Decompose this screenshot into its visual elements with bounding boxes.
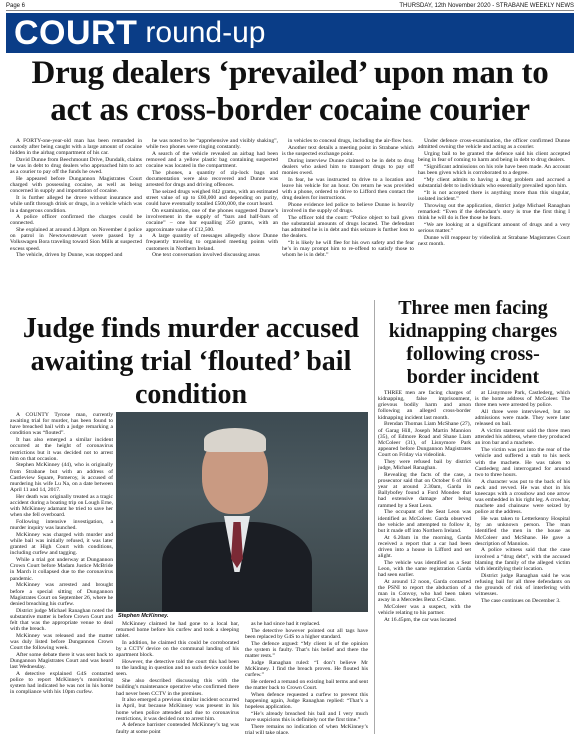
paragraph: McKinney was arrested and brought before a special sitting of Dungannon Magistrates Court on September 26, where he denied breaching his curfew.: [10, 582, 113, 607]
paragraph: It is further alleged he drove without insurance and while unfit through drink or drugs, in a vehicle which was in a dangerous condition.: [10, 195, 142, 214]
column-divider: [374, 300, 375, 734]
story1-col3: [282, 138, 414, 312]
paragraph: “It is not accepted there is anything more than this singular, isolated incident.”: [418, 189, 570, 202]
paragraph: The case continues on December 3.: [481, 597, 561, 604]
paragraph: A defence barrister contended McKinney’s tag was faulty at some point: [116, 722, 239, 734]
story2-col1: [10, 412, 113, 734]
story2-col2: [116, 621, 239, 734]
paragraph: A search of the vehicle revealed an airbag had been removed and a yellow plastic bag containing suspected cocaine was located in the compartment.: [146, 150, 278, 170]
paragraph: The vehicle, driven by Dunne, was stopped and: [16, 252, 123, 259]
paragraph: After some debate there it was sent back to Dungannon Magistrates Court and was heard last Wednesday.: [10, 651, 113, 671]
banner-court: COURT: [14, 14, 138, 52]
paragraph: David Dunne from Beechmount Drive, Dundalk, claims he was in debt to drug dealers who approached him to act as a courier to pay off the funds he owed.: [10, 157, 142, 176]
paragraph: Judge Ranaghan ruled: “I don’t believe Mr McKinney. I find the breach proven. He flouted his curfew.”: [245, 659, 368, 679]
story2-col3: [245, 621, 368, 734]
page-number: Page 6: [6, 3, 26, 9]
paragraph: McKinney was charged with murder and while bail was initially refused, it was later granted at High Court with conditions, including curfew and tagging.: [10, 531, 113, 557]
paragraph: “Significant admissions on his role have been made. An account has been given which is corroborated to a degree.: [418, 163, 570, 176]
paragraph: The detective however pointed out all tags have been replaced by G4S to a higher standard.: [245, 627, 368, 640]
paragraph: A police witness said that the case involved a “drug debt”, with the accused blaming the family of the alleged victim with identifying their location.: [475, 547, 570, 572]
paragraph: McKinney was released and the matter was duly listed before Dungannon Crown Court the following week.: [10, 632, 113, 652]
story1-col1: [10, 138, 142, 312]
paragraph: in vehicles to conceal drugs, including the air-flow box.: [288, 138, 413, 144]
story2-headline: Judge finds murder accused awaiting trial ‘flouted’ bail condition: [22, 313, 360, 410]
paragraph: On examination, one of the phones suggested Dunne’s involvement in the supply of “bars and half-bars of cocaine” – one bar equalling 250 grams, with an approximate value of £12,500.: [146, 208, 278, 233]
paragraph: There remains no indication of when McKinney’s trial will take place.: [245, 723, 368, 734]
paragraph: Her death was originally treated as a tragic accident during a boating trip on Lough Erne, with McKinney adamant he tried to save her when she fell overboard.: [10, 493, 113, 519]
paragraph: The occupant of the Seat Leon was identified as McColeer. Garda observed the vehicle and attempted to follow it, but it made off into Northern Ireland.: [378, 509, 471, 534]
paragraph: District judge Michael Ranaghan noted the substantive matter is before Crown Court and felt that was the appropriate venue to deal with the breach.: [10, 607, 113, 633]
paragraph: He appeared before Dungannon Magistrates Court charged with possessing cocaine, as well as being concerned in supply and importation of cocaine.: [10, 176, 142, 195]
paragraph: At 16.45pm, the car was located: [384, 616, 457, 623]
paragraph: The officer told the court: “Police object to bail given the substantial amounts of drugs located. The defendant has admitted he is in debt and this seizure is further loss to the dealers.: [282, 214, 414, 240]
story1-col2: [146, 138, 278, 312]
story3-col1: [378, 390, 471, 734]
paragraph: She explained at around 4.30pm on November 4 police on patrol in Newtownstewart were passed by a Volkswagen Bora traveling toward Sion Mills at suspected excess speed.: [10, 227, 142, 252]
paragraph: All three were interviewed, but no admissions were made. They were later released on bail.: [475, 409, 570, 428]
paragraph: Stephen McKinney (44), who is originally from Strabane but with an address of Castleview Square, Pomeroy, is accused of murdering his wife Lu Na, on a date between April 11 and 14, 2017.: [10, 462, 113, 494]
story1-headline: Drug dealers ‘prevailed’ upon man to act as cross-border cocaine courier: [31, 55, 549, 128]
paragraph: “He’s already breached his bail and I very much have suspicions this is definitely not the first time.”: [245, 710, 368, 723]
paragraph: McKinney claimed he had gone to a local bar, returned home before his curfew and took a sleeping tablet.: [116, 621, 239, 640]
paragraph: Dunne will reappear by videolink at Strabane Magistrates Court next month.: [418, 234, 570, 247]
photo-caption: Stephen McKinney.: [118, 613, 169, 619]
page-header: [6, 2, 574, 11]
paragraph: The seized drugs weighed 842 grams, with an estimated street value of up to £60,000 and depending on purity, could have eventually totalled £500,000, the court heard.: [146, 189, 278, 208]
paragraph: It has also emerged a similar incident occurred at the height of coronavirus restrictions but it was decided not to arrest him on that occasion.: [10, 437, 113, 462]
banner-roundup: round-up: [145, 16, 266, 49]
paragraph: A detective explained G4S contacted police to report McKinney’s monitoring system had indicated he was not in his home in compliance with his 10pm curfew.: [10, 670, 113, 696]
paragraph: The phones, a quantity of zip-lock bags and documentation were also recovered and Dunne was arrested for drugs and driving offences.: [146, 169, 278, 189]
stephen-mckinney-photo: [116, 412, 368, 612]
paragraph: A character was put to the back of his neck and revved. He was shot in his kneecaps with a crossbow and one arrow was embedded in his right leg. A crowbar, machete and chainsaw were seized by police at the address.: [475, 478, 570, 516]
paragraph: he was noted to be “apprehensive and visibly shaking”, while two phones were ringing constantly.: [146, 138, 278, 151]
paragraph: In fear, he was instructed to drive to a location and leave his vehicle for an hour. On return he was provided with a phone, ordered to drive to Lifford then contact the drug dealers for instructions.: [282, 176, 414, 202]
paragraph: Following intensive investigation, a murder inquiry was launched.: [10, 519, 113, 532]
paragraph: as he had since had it replaced.: [251, 621, 321, 627]
photo-hair: [204, 428, 266, 452]
paragraph: “My client admits to having a drug problem and accrued a substantial debt to individuals who essentially prevailed upon him.: [418, 176, 570, 189]
paragraph: “It is likely he will flee for his own safety and the fear he’s in may prompt him to re-offend to satisfy those to whom he is in debt.”: [282, 240, 414, 259]
paragraph: Throwing out the application, district judge Michael Ranaghan remarked: “Even if the defendant’s story is true the first thing I think he will do is flee those he fears.: [418, 202, 570, 221]
paragraph: District judge Ranaghan said he was refusing bail for all three defendants on the grounds of risk of interfering with witnesses.: [475, 572, 570, 598]
paragraph: The vehicle was identified as a Seat Leon, with the same registration Garda had seen earlier.: [378, 559, 471, 579]
section-banner: [6, 13, 574, 53]
paragraph: Brendan Thomas Liam McShane (27), of Garag Hill, Joseph Martin Mannion (35), of Edmore Road and Shane Liam McColeer (31), of Lisnymore Park appeared before Dungannon Magistrates Court on Friday via videolink.: [378, 421, 471, 459]
story3-col2: [475, 390, 570, 734]
paragraph: It also emerged a previous similar incident occurred in April, but because McKinney was present in his home when police attended and due to coronavirus restrictions, it was decided not to arrest him.: [116, 697, 239, 722]
paragraph: At around 12 noon, Garda contacted the PSNI to report the abduction of a man in Convoy, who had been taken away in a Mercedes Benz C-Class.: [378, 578, 471, 604]
paragraph: Under defence cross-examination, the officer confirmed Dunne admitted owning the vehicle and acting as a courier.: [418, 138, 570, 151]
paragraph: A large quantity of messages allegedly show Dunne frequently traveling to organised meeting points with customers in Northern Ireland.: [146, 233, 278, 252]
paragraph: He ordered a remand on existing bail terms and sent the matter back to Crown Court.: [245, 678, 368, 691]
story1-col4: [418, 138, 570, 312]
story3-headline: Three men facing kidnapping charges following cross-border incident: [388, 297, 558, 388]
paragraph: At 6.20am in the morning, Garda received a report that a car had been driven into a house in Lifford and set alight.: [378, 534, 471, 560]
paragraph: They were refused bail by district judge, Michael Ranaghan.: [378, 458, 471, 472]
paragraph: He was taken to Letterkenny Hospital by an unknown person. The man identified the men in the house as McColeer and McShane. He gave a description of Mannion.: [475, 516, 570, 547]
paragraph: One text conversation involved discussing areas: [152, 252, 260, 259]
paragraph: A COUNTY Tyrone man, currently awaiting trial for murder, has been found to have breached bail with a judge remarking a condition was “flouted”.: [10, 412, 113, 437]
paragraph: Another text details a meeting point in Strabane which is the suspected exchange point.: [282, 144, 414, 157]
paragraph: When defence requested a curfew to prevent this happening again, Judge Ranaghan replied: “That’s a hopeless application.: [245, 691, 368, 710]
paragraph: McColeer was a suspect, with the vehicle relating to his partner.: [378, 604, 471, 617]
paragraph: The defence argued: “My client is of the opinion the system is faulty. That’s his belief and there the matter rests.”: [245, 640, 368, 659]
paragraph: “We are looking at a significant amount of drugs and a very serious matter.”: [418, 221, 570, 234]
paragraph: at Lisnymore Park, Castlederg, which is the home address of McColeer. The three men were arrested by police.: [475, 390, 570, 409]
paragraph: THREE men are facing charges of kidnapping, false imprisonment, grievous bodily harm and arson following an alleged cross-border kidnapping incident last month.: [378, 390, 471, 421]
paragraph: Urging bail to be granted the defence said his client accepted being in fear of coming to harm and being in debt to drug dealers.: [418, 150, 570, 164]
paragraph: A victim statement said the three men attended his address, where they produced an iron bar and a machete.: [475, 428, 570, 447]
paragraph: Revealing the facts of the case, a prosecutor said that on October 6 of this year at around 2.30am, Garda in Ballybofey found a Ford Mondeo that had extensive damage after being rammed by a Seat Leon.: [378, 471, 471, 509]
paragraph: While a trial got underway at Dungannon Crown Court before Madam Justice McBride in March it collapsed due to the coronavirus pandemic.: [10, 557, 113, 582]
paragraph: During interview Dunne claimed to be in debt to drug dealers who asked him to transport drugs to pay off monies owed.: [282, 157, 414, 176]
paragraph: In addition, he claimed this could be corroborated by a CCTV device on the communal landing of his apartment block.: [116, 640, 239, 659]
paragraph: A police officer confirmed the charges could be connected.: [10, 214, 142, 227]
paragraph: The victim was put into the rear of the vehicle and suffered a stab to his neck with the machete. He was taken to Castlederg and interrogated for around two to three hours.: [475, 447, 570, 478]
issue-date: THURSDAY, 12th November 2020 - STRABANE WEEKLY NEWS: [399, 3, 574, 9]
paragraph: A FORTY-one-year-old man has been remanded in custody after being caught with a large amount of cocaine hidden in the airbag compartment of his car.: [10, 138, 142, 157]
paragraph: However, the detective told the court this had been to the landing in question and no such device could be seen.: [116, 659, 239, 678]
paragraph: Phone evidence led police to believe Dunne is heavily involved in the supply of drugs.: [282, 201, 414, 215]
paragraph: She also described discussing this with the building’s maintenance operative who confirmed there had never been CCTV in the premises.: [116, 678, 239, 697]
